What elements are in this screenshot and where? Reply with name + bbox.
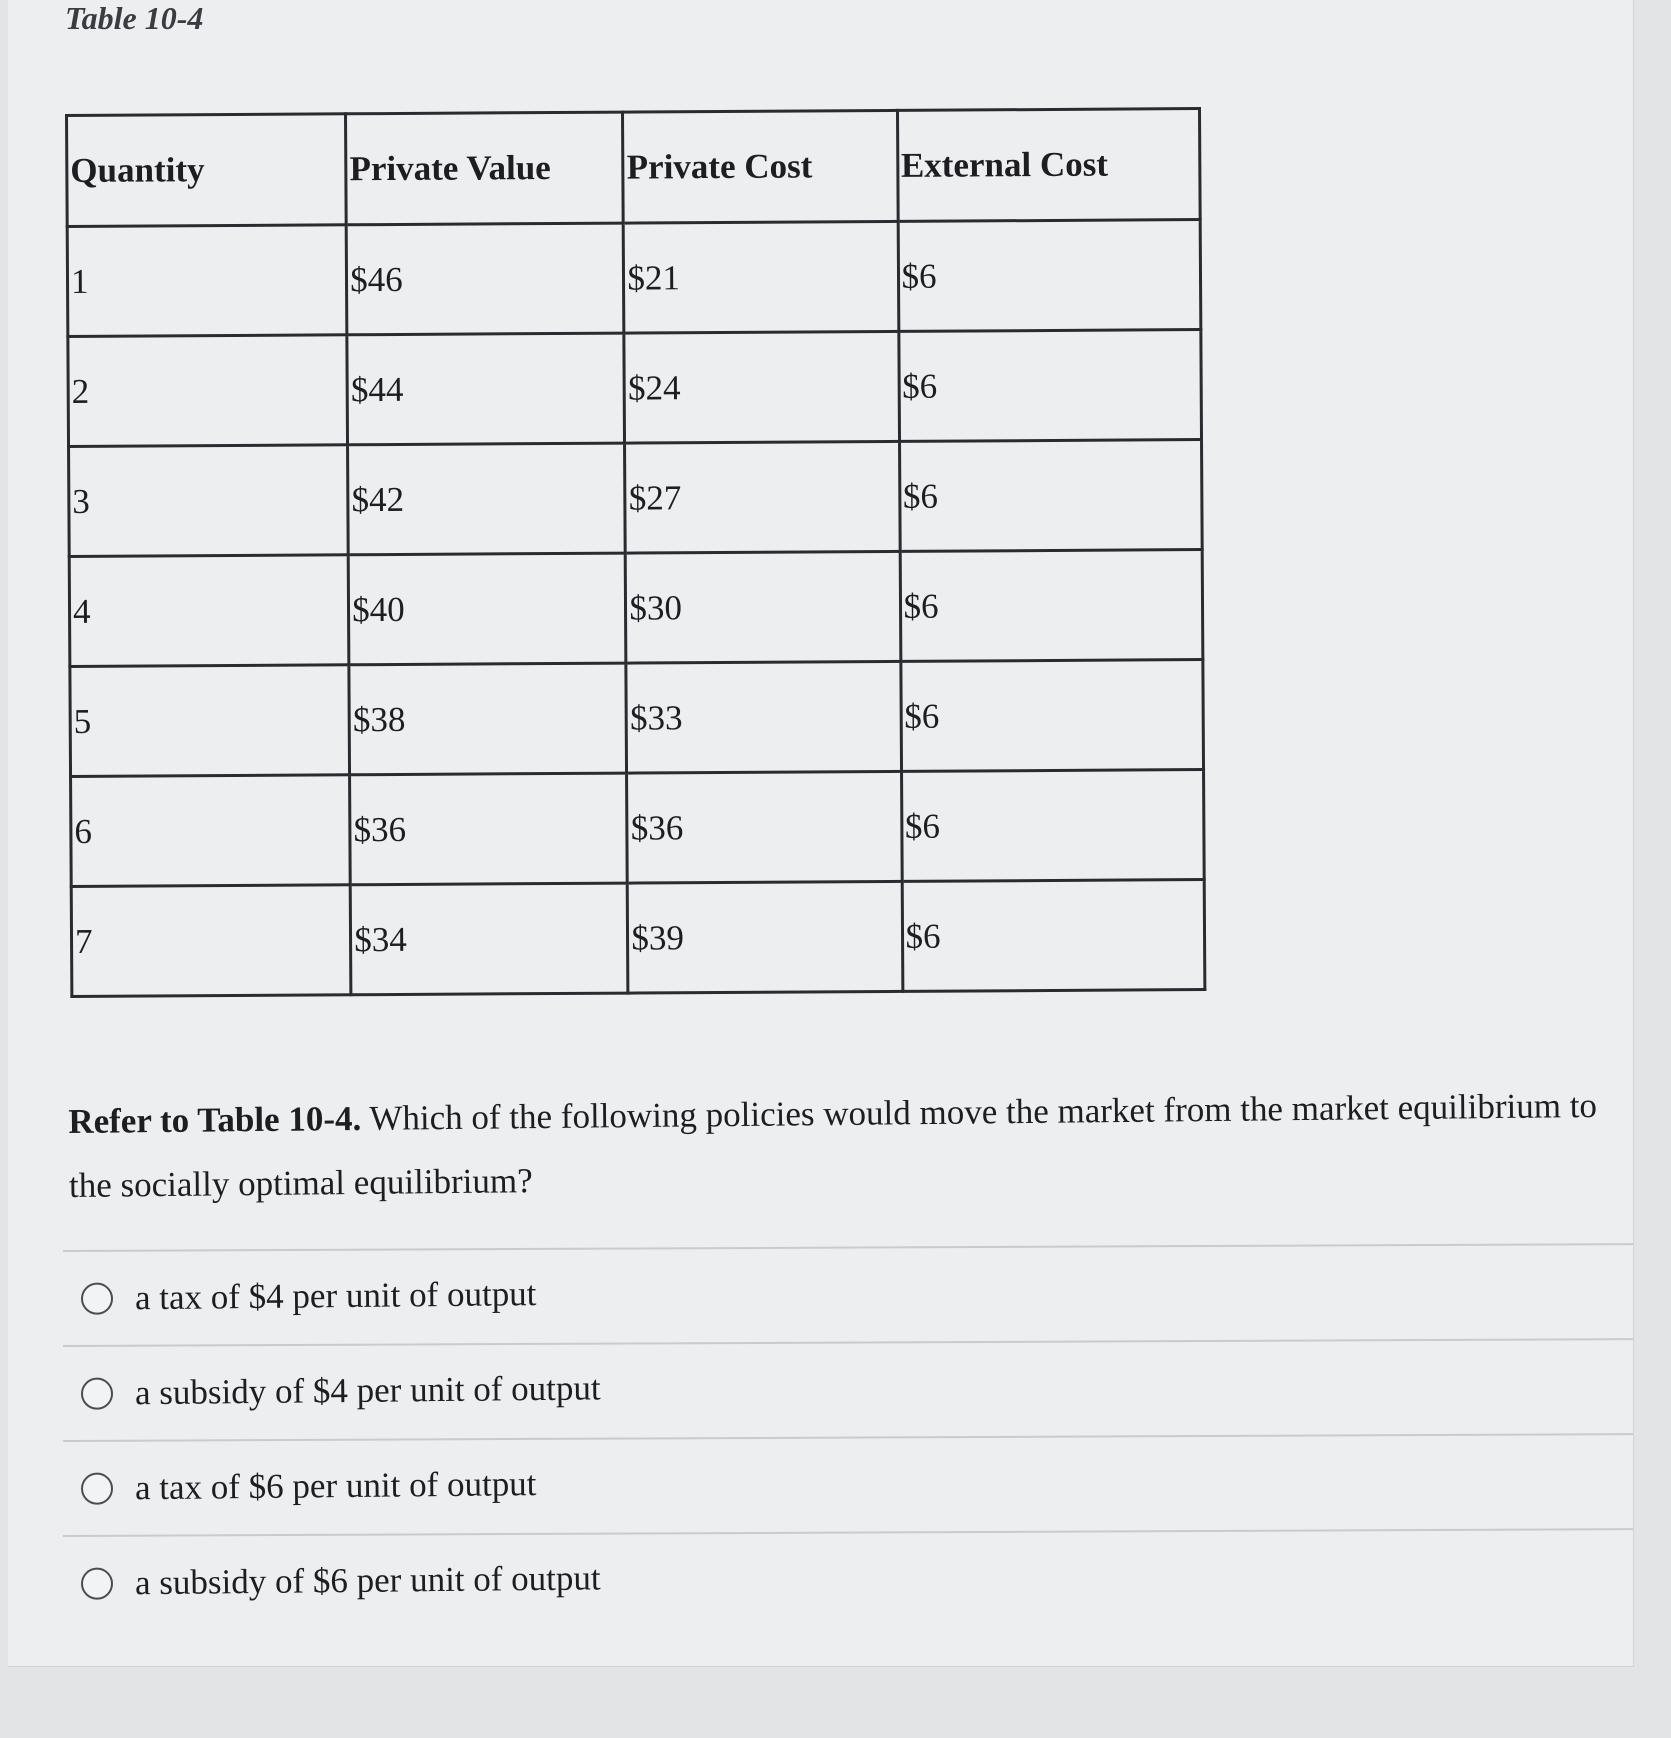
answer-option-2[interactable] — [63, 1331, 1634, 1440]
cell-private-value: $44 — [347, 333, 625, 445]
cell-quantity: 1 — [67, 225, 347, 337]
header-external-cost: External Cost — [897, 109, 1200, 222]
radio-button[interactable] — [81, 1282, 113, 1314]
cell-external-cost: $6 — [901, 770, 1204, 882]
question-reference: Refer to Table 10-4. — [68, 1098, 362, 1141]
answer-option-label: a subsidy of $4 per unit of output — [134, 1367, 601, 1412]
cell-private-value: $40 — [348, 553, 626, 665]
question-text — [68, 1074, 1629, 1218]
data-table — [65, 107, 1206, 998]
answer-option-4[interactable] — [63, 1521, 1634, 1630]
cell-external-cost: $6 — [898, 220, 1201, 332]
cell-private-value: $38 — [349, 663, 627, 775]
cell-private-value: $36 — [350, 773, 628, 885]
header-private-value: Private Value — [346, 112, 624, 225]
cell-private-cost: $36 — [627, 771, 902, 883]
cell-private-cost: $27 — [625, 441, 900, 553]
cell-external-cost: $6 — [902, 880, 1205, 992]
answer-option-3[interactable] — [63, 1426, 1634, 1535]
radio-button[interactable] — [81, 1567, 113, 1599]
table-row — [68, 330, 1202, 447]
answer-option-1[interactable] — [63, 1236, 1634, 1345]
question-body: Which of the following policies would move the market from the market equilibrium to the socially optimal equilibrium? — [68, 1085, 1598, 1205]
cell-private-cost: $21 — [624, 221, 899, 333]
cell-private-cost: $24 — [624, 331, 899, 443]
table-header-row — [67, 109, 1201, 227]
radio-button[interactable] — [81, 1377, 113, 1409]
page — [8, 0, 1634, 1667]
cell-quantity: 6 — [71, 775, 351, 887]
cell-private-value: $42 — [348, 443, 626, 555]
answer-option-label: a tax of $6 per unit of output — [134, 1463, 537, 1507]
cell-private-cost: $33 — [626, 661, 901, 773]
header-quantity: Quantity — [67, 114, 347, 227]
cell-quantity: 7 — [71, 885, 351, 997]
cell-private-cost: $30 — [626, 551, 901, 663]
table-caption: Table 10-4 — [65, 0, 204, 36]
cell-quantity: 4 — [69, 555, 349, 667]
cell-private-value: $34 — [350, 883, 628, 995]
cell-external-cost: $6 — [900, 550, 1203, 662]
answer-option-label: a tax of $4 per unit of output — [134, 1273, 537, 1317]
cell-external-cost: $6 — [899, 440, 1202, 552]
table-row — [71, 880, 1205, 997]
header-private-cost: Private Cost — [623, 110, 898, 223]
answer-options — [63, 1250, 1633, 1630]
cell-private-value: $46 — [346, 223, 624, 335]
cell-external-cost: $6 — [900, 660, 1203, 772]
answer-option-label: a subsidy of $6 per unit of output — [134, 1557, 601, 1602]
radio-button[interactable] — [81, 1472, 113, 1504]
table-row — [69, 440, 1203, 557]
cell-quantity: 5 — [70, 665, 350, 777]
table-row — [67, 220, 1201, 337]
cell-quantity: 2 — [68, 335, 348, 447]
cell-external-cost: $6 — [898, 330, 1201, 442]
cell-private-cost: $39 — [628, 881, 903, 993]
table-row — [70, 660, 1204, 777]
table-row — [69, 550, 1203, 667]
table-row — [71, 770, 1205, 887]
cell-quantity: 3 — [69, 445, 349, 557]
